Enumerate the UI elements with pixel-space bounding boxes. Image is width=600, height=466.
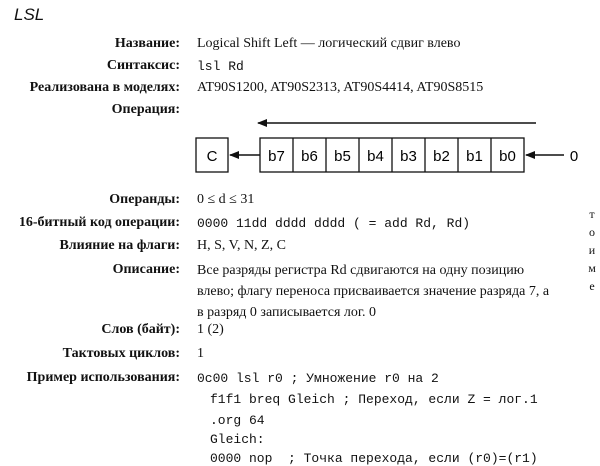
margin-char: и: [588, 243, 596, 257]
page-title: LSL: [14, 5, 45, 24]
opcode-label: 16-битный код операции:: [18, 215, 180, 230]
bit-b2: b2: [433, 148, 450, 165]
words-value: 1 (2): [197, 322, 224, 337]
bit-b7: b7: [268, 148, 285, 165]
example-line: f1f1 breq Gleich ; Переход, если Z = лог.1: [210, 392, 538, 407]
name-label: Название:: [114, 36, 180, 51]
syntax-value: lsl Rd: [197, 59, 244, 74]
example-line: 0c00 lsl r0 ; Умножение r0 на 2: [197, 371, 439, 386]
description-line: влево; флагу переноса присваивается значение разряда 7, а: [197, 284, 550, 299]
operation-label: Операция:: [111, 102, 180, 117]
models-value: AT90S1200, AT90S2313, AT90S4414, AT90S8515: [197, 80, 484, 95]
bit-b1: b1: [466, 148, 483, 165]
operands-label: Операнды:: [109, 192, 180, 207]
flags-value: H, S, V, N, Z, C: [197, 238, 286, 253]
example-label: Пример использования:: [26, 370, 180, 385]
carry-flag-text: C: [206, 148, 218, 165]
opcode-value: 0000 11dd dddd dddd ( = add Rd, Rd): [197, 216, 471, 231]
cycles-value: 1: [197, 346, 204, 361]
syntax-label: Синтаксис:: [106, 58, 180, 73]
margin-char: е: [589, 279, 595, 293]
cycles-label: Тактовых циклов:: [62, 346, 180, 361]
description-line: Все разряды регистра Rd сдвигаются на одну позицию: [197, 263, 525, 278]
description-line: в разряд 0 записывается лог. 0: [197, 305, 377, 320]
words-label: Слов (байт):: [101, 322, 180, 337]
description-text: [197, 260, 589, 323]
operands-value: 0 ≤ d ≤ 31: [197, 192, 255, 207]
input-zero-text: 0: [569, 148, 579, 165]
margin-characters: [586, 205, 598, 295]
example-line: Gleich:: [210, 432, 265, 447]
name-value: Logical Shift Left — логический сдвиг влево: [197, 36, 461, 51]
shift-diagram: [190, 110, 590, 190]
margin-char: т: [589, 207, 595, 221]
bit-b0: b0: [499, 148, 516, 165]
bit-b3: b3: [400, 148, 417, 165]
example-line: 0000 nop ; Точка перехода, если (r0)=(r1): [210, 451, 538, 466]
register-bits: [268, 138, 516, 172]
description-label: Описание:: [112, 262, 180, 277]
flags-label: Влияние на флаги:: [59, 238, 180, 253]
models-label: Реализована в моделях:: [29, 80, 180, 95]
margin-char: о: [589, 225, 595, 239]
example-line: .org 64: [210, 413, 265, 428]
bit-b4: b4: [367, 148, 384, 165]
margin-char: м: [588, 261, 596, 275]
bit-b6: b6: [301, 148, 318, 165]
bit-b5: b5: [334, 148, 351, 165]
